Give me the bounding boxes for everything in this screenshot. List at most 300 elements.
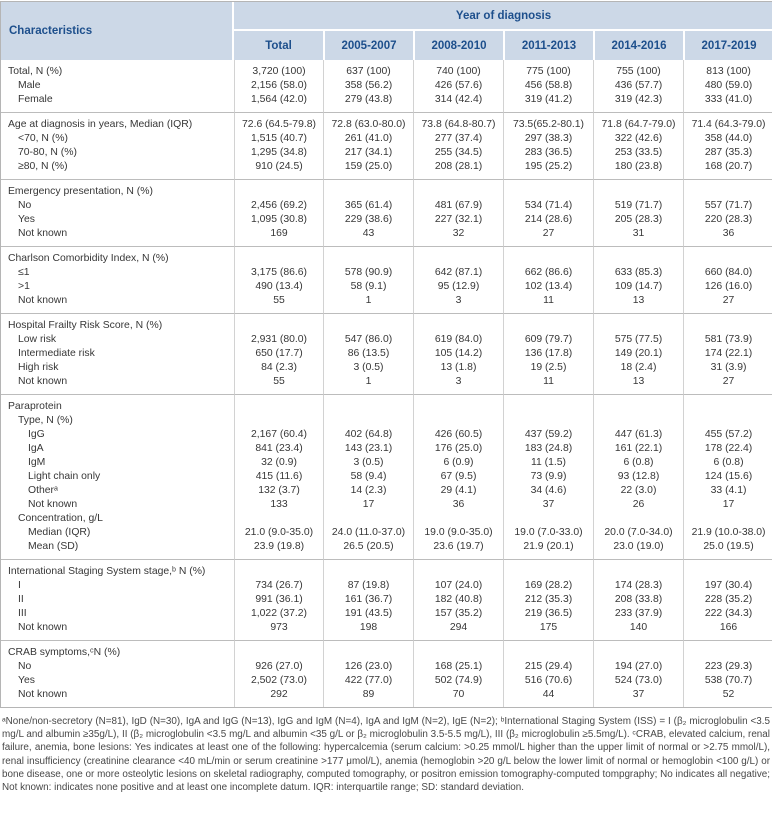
data-cell (323, 414, 413, 428)
data-cell: 89 (323, 688, 413, 707)
data-cell: 29 (4.1) (413, 484, 503, 498)
characteristics-column-header: Characteristics (1, 2, 234, 60)
table-row (1, 93, 772, 112)
data-cell (503, 179, 593, 199)
data-cell: 2,931 (80.0) (234, 333, 323, 347)
data-cell: 182 (40.8) (413, 593, 503, 607)
data-cell (234, 394, 323, 414)
year-column-header: 2005-2007 (323, 31, 413, 60)
data-cell: 534 (71.4) (503, 199, 593, 213)
row-label: Low risk (1, 333, 234, 347)
data-cell: 17 (683, 498, 772, 512)
table-row (1, 442, 772, 456)
data-cell: 547 (86.0) (323, 333, 413, 347)
data-cell (503, 559, 593, 579)
data-cell (683, 414, 772, 428)
data-cell: 1,515 (40.7) (234, 132, 323, 146)
data-cell: 55 (234, 294, 323, 313)
data-cell: 575 (77.5) (593, 333, 683, 347)
data-cell: 67 (9.5) (413, 470, 503, 484)
data-cell: 662 (86.6) (503, 266, 593, 280)
data-cell: 73.8 (64.8-80.7) (413, 112, 503, 132)
data-cell: 219 (36.5) (503, 607, 593, 621)
data-cell: 740 (100) (413, 60, 503, 79)
data-cell: 205 (28.3) (593, 213, 683, 227)
data-cell (323, 559, 413, 579)
data-cell: 124 (15.6) (683, 470, 772, 484)
data-cell: 161 (22.1) (593, 442, 683, 456)
data-cell: 159 (25.0) (323, 160, 413, 179)
data-cell (503, 246, 593, 266)
table-row (1, 688, 772, 707)
data-cell: 169 (234, 227, 323, 246)
data-cell (413, 313, 503, 333)
data-cell: 176 (25.0) (413, 442, 503, 456)
data-cell: 19 (2.5) (503, 361, 593, 375)
data-cell (593, 179, 683, 199)
data-cell: 13 (593, 375, 683, 394)
data-cell (683, 640, 772, 660)
data-cell: 578 (90.9) (323, 266, 413, 280)
data-cell: 36 (683, 227, 772, 246)
data-cell: 1 (323, 375, 413, 394)
data-cell: 19.0 (9.0-35.0) (413, 526, 503, 540)
data-cell: 37 (503, 498, 593, 512)
data-cell: 194 (27.0) (593, 660, 683, 674)
data-cell: 1,564 (42.0) (234, 93, 323, 112)
table-row (1, 146, 772, 160)
data-cell: 169 (28.2) (503, 579, 593, 593)
row-label: III (1, 607, 234, 621)
row-label: International Staging System stage,ᵇ N (%) (1, 559, 234, 579)
row-label: Intermediate risk (1, 347, 234, 361)
table-row (1, 540, 772, 559)
year-column-header: 2017-2019 (683, 31, 772, 60)
row-label: Hospital Frailty Risk Score, N (%) (1, 313, 234, 333)
data-cell (503, 512, 593, 526)
data-cell: 734 (26.7) (234, 579, 323, 593)
year-column-header: 2011-2013 (503, 31, 593, 60)
group-header-row (1, 2, 772, 31)
data-cell (683, 394, 772, 414)
data-cell (593, 313, 683, 333)
data-cell: 214 (28.6) (503, 213, 593, 227)
data-cell: 27 (683, 294, 772, 313)
row-label: Not known (1, 294, 234, 313)
data-cell: 261 (41.0) (323, 132, 413, 146)
table-row (1, 579, 772, 593)
data-cell: 319 (42.3) (593, 93, 683, 112)
row-label: I (1, 579, 234, 593)
data-cell: 208 (33.8) (593, 593, 683, 607)
data-cell: 287 (35.3) (683, 146, 772, 160)
data-cell: 32 (0.9) (234, 456, 323, 470)
row-label: Emergency presentation, N (%) (1, 179, 234, 199)
data-cell: 480 (59.0) (683, 79, 772, 93)
data-cell: 502 (74.9) (413, 674, 503, 688)
data-cell: 3 (0.5) (323, 361, 413, 375)
data-cell: 93 (12.8) (593, 470, 683, 484)
data-cell (413, 246, 503, 266)
data-cell (413, 414, 503, 428)
data-cell: 581 (73.9) (683, 333, 772, 347)
row-label: Age at diagnosis in years, Median (IQR) (1, 112, 234, 132)
row-label: ≤1 (1, 266, 234, 280)
data-cell: 21.0 (9.0-35.0) (234, 526, 323, 540)
table-row (1, 375, 772, 394)
table-row (1, 313, 772, 333)
data-cell: 109 (14.7) (593, 280, 683, 294)
data-cell: 132 (3.7) (234, 484, 323, 498)
data-cell: 168 (20.7) (683, 160, 772, 179)
table-row (1, 660, 772, 674)
table-row (1, 526, 772, 540)
data-cell (413, 179, 503, 199)
data-cell (234, 246, 323, 266)
data-cell (323, 394, 413, 414)
data-cell: 25.0 (19.5) (683, 540, 772, 559)
table-row (1, 294, 772, 313)
data-cell (234, 512, 323, 526)
data-cell: 174 (22.1) (683, 347, 772, 361)
data-cell: 481 (67.9) (413, 199, 503, 213)
data-cell: 319 (41.2) (503, 93, 593, 112)
data-cell: 841 (23.4) (234, 442, 323, 456)
data-cell: 183 (24.8) (503, 442, 593, 456)
year-column-header: Total (234, 31, 323, 60)
data-cell: 314 (42.4) (413, 93, 503, 112)
row-label: IgA (1, 442, 234, 456)
data-cell: 1 (323, 294, 413, 313)
data-cell (234, 313, 323, 333)
row-label: Total, N (%) (1, 60, 234, 79)
row-label: Otherᵃ (1, 484, 234, 498)
data-cell: 13 (1.8) (413, 361, 503, 375)
data-cell: 168 (25.1) (413, 660, 503, 674)
data-cell: 31 (593, 227, 683, 246)
data-cell: 277 (37.4) (413, 132, 503, 146)
table-row (1, 79, 772, 93)
data-cell: 910 (24.5) (234, 160, 323, 179)
data-cell: 36 (413, 498, 503, 512)
data-cell: 133 (234, 498, 323, 512)
data-cell: 402 (64.8) (323, 428, 413, 442)
data-cell: 524 (73.0) (593, 674, 683, 688)
data-cell: 642 (87.1) (413, 266, 503, 280)
data-cell: 2,167 (60.4) (234, 428, 323, 442)
row-label: CRAB symptoms,ᶜN (%) (1, 640, 234, 660)
data-cell: 422 (77.0) (323, 674, 413, 688)
row-label: Not known (1, 227, 234, 246)
data-cell: 447 (61.3) (593, 428, 683, 442)
table-row (1, 456, 772, 470)
data-cell: 637 (100) (323, 60, 413, 79)
data-cell: 136 (17.8) (503, 347, 593, 361)
data-cell: 107 (24.0) (413, 579, 503, 593)
characteristics-table (0, 1, 772, 708)
data-cell (683, 559, 772, 579)
table-row (1, 227, 772, 246)
data-cell: 24.0 (11.0-37.0) (323, 526, 413, 540)
data-cell: 490 (13.4) (234, 280, 323, 294)
table-row (1, 280, 772, 294)
data-cell: 70 (413, 688, 503, 707)
data-cell: 322 (42.6) (593, 132, 683, 146)
data-cell (323, 246, 413, 266)
data-cell: 2,456 (69.2) (234, 199, 323, 213)
table-row (1, 559, 772, 579)
data-cell: 198 (323, 621, 413, 640)
table-row (1, 674, 772, 688)
data-cell: 32 (413, 227, 503, 246)
data-cell: 660 (84.0) (683, 266, 772, 280)
data-cell (593, 640, 683, 660)
table-header (1, 2, 772, 60)
table-row (1, 347, 772, 361)
data-cell: 195 (25.2) (503, 160, 593, 179)
table-row (1, 512, 772, 526)
data-cell (503, 640, 593, 660)
table-row (1, 60, 772, 79)
table-row (1, 621, 772, 640)
data-cell: 358 (44.0) (683, 132, 772, 146)
data-cell: 19.0 (7.0-33.0) (503, 526, 593, 540)
data-cell: 178 (22.4) (683, 442, 772, 456)
data-cell: 1,295 (34.8) (234, 146, 323, 160)
data-cell: 650 (17.7) (234, 347, 323, 361)
data-cell (593, 414, 683, 428)
data-cell: 991 (36.1) (234, 593, 323, 607)
row-label: Light chain only (1, 470, 234, 484)
data-cell: 426 (60.5) (413, 428, 503, 442)
data-cell: 813 (100) (683, 60, 772, 79)
table-row (1, 470, 772, 484)
row-label: Yes (1, 213, 234, 227)
row-label: Yes (1, 674, 234, 688)
data-cell (413, 559, 503, 579)
data-cell: 255 (34.5) (413, 146, 503, 160)
data-cell: 1,095 (30.8) (234, 213, 323, 227)
data-cell: 279 (43.8) (323, 93, 413, 112)
data-cell: 197 (30.4) (683, 579, 772, 593)
row-label: Paraprotein (1, 394, 234, 414)
data-cell: 23.9 (19.8) (234, 540, 323, 559)
row-label: No (1, 660, 234, 674)
data-cell: 33 (4.1) (683, 484, 772, 498)
row-label: Not known (1, 688, 234, 707)
data-cell (593, 512, 683, 526)
data-cell: 253 (33.5) (593, 146, 683, 160)
table-row (1, 428, 772, 442)
data-cell: 95 (12.9) (413, 280, 503, 294)
data-cell (234, 640, 323, 660)
data-cell (683, 512, 772, 526)
row-label: Male (1, 79, 234, 93)
data-cell: 34 (4.6) (503, 484, 593, 498)
table-row (1, 179, 772, 199)
data-cell: 283 (36.5) (503, 146, 593, 160)
data-cell: 223 (29.3) (683, 660, 772, 674)
year-column-header: 2014-2016 (593, 31, 683, 60)
data-cell: 11 (1.5) (503, 456, 593, 470)
table-row (1, 112, 772, 132)
table-row (1, 361, 772, 375)
row-label: Not known (1, 498, 234, 512)
data-cell: 516 (70.6) (503, 674, 593, 688)
table-row (1, 484, 772, 498)
data-cell: 3 (413, 375, 503, 394)
data-cell: 437 (59.2) (503, 428, 593, 442)
data-cell: 161 (36.7) (323, 593, 413, 607)
row-label: ≥80, N (%) (1, 160, 234, 179)
data-cell: 333 (41.0) (683, 93, 772, 112)
data-cell: 72.8 (63.0-80.0) (323, 112, 413, 132)
table-row (1, 132, 772, 146)
data-cell: 212 (35.3) (503, 593, 593, 607)
data-cell: 191 (43.5) (323, 607, 413, 621)
data-cell: 31 (3.9) (683, 361, 772, 375)
data-cell (593, 246, 683, 266)
data-cell: 222 (34.3) (683, 607, 772, 621)
row-label: Concentration, g/L (1, 512, 234, 526)
row-label: Not known (1, 375, 234, 394)
data-cell: 415 (11.6) (234, 470, 323, 484)
data-cell: 455 (57.2) (683, 428, 772, 442)
year-column-header: 2008-2010 (413, 31, 503, 60)
data-cell: 143 (23.1) (323, 442, 413, 456)
data-cell: 215 (29.4) (503, 660, 593, 674)
data-cell: 6 (0.8) (593, 456, 683, 470)
table-row (1, 498, 772, 512)
data-cell (323, 640, 413, 660)
table-footnote: ᵃNone/non-secretory (N=81), IgD (N=30), IgA and IgG (N=13), IgG and IgM (N=4), IgA and IgM (N=2), IgE (N=2); ᵇInternational Staging System (ISS) = I (β₂ microglobulin <3.5 mg/L and albumin ≥35g/L), II (β₂ microglobulin <3.5 mg/L and albumin <35 g/L or β₂ microglobulin 3.5-5.5 mg/L), III (β₂ microglobulin ≥5.5mg/L). ᶜCRAB, elevated calcium, renal failure, anemia, bone lesions: Yes indicates at least one of the following: hypercalcemia (serum calcium: >0.25 mmol/L higher than the upper limit of normal or >2.75 mmol/L), renal insufficiency (creatinine clearance <40 mL/min or serum creatinine >177 μmol/L), anemia (hemoglobin >20 g/L below the lower limit of normal or hemoglobin <100 g/L) or bone disease, one or more osteolytic lesions on skeletal radiography, computed tomography, or positron emission tomography-computed tompgraphy; No indicates all negative; Not known: indicates none positive and at least one incomplete datum. IQR: interquartile range; SD: standard deviation. (2, 716, 770, 794)
data-cell: 58 (9.1) (323, 280, 413, 294)
row-label: Female (1, 93, 234, 112)
data-cell: 84 (2.3) (234, 361, 323, 375)
data-cell: 22 (3.0) (593, 484, 683, 498)
table-row (1, 199, 772, 213)
data-cell: 557 (71.7) (683, 199, 772, 213)
data-cell: 208 (28.1) (413, 160, 503, 179)
row-label: No (1, 199, 234, 213)
data-cell: 86 (13.5) (323, 347, 413, 361)
data-cell: 358 (56.2) (323, 79, 413, 93)
data-cell: 26 (593, 498, 683, 512)
data-cell: 73 (9.9) (503, 470, 593, 484)
data-cell: 519 (71.7) (593, 199, 683, 213)
data-cell: 126 (16.0) (683, 280, 772, 294)
data-cell: 426 (57.6) (413, 79, 503, 93)
data-cell: 436 (57.7) (593, 79, 683, 93)
table-row (1, 593, 772, 607)
table-row (1, 394, 772, 414)
data-cell (234, 559, 323, 579)
table-row (1, 213, 772, 227)
data-cell (234, 414, 323, 428)
data-cell: 18 (2.4) (593, 361, 683, 375)
data-cell (503, 414, 593, 428)
data-cell: 37 (593, 688, 683, 707)
data-cell: 11 (503, 294, 593, 313)
data-cell: 633 (85.3) (593, 266, 683, 280)
data-cell: 609 (79.7) (503, 333, 593, 347)
data-cell: 233 (37.9) (593, 607, 683, 621)
data-cell: 21.9 (20.1) (503, 540, 593, 559)
data-cell (503, 313, 593, 333)
data-cell: 2,502 (73.0) (234, 674, 323, 688)
data-cell: 3,720 (100) (234, 60, 323, 79)
row-label: Mean (SD) (1, 540, 234, 559)
data-cell: 87 (19.8) (323, 579, 413, 593)
data-cell (683, 246, 772, 266)
year-of-diagnosis-group-header: Year of diagnosis (234, 2, 772, 31)
data-cell: 52 (683, 688, 772, 707)
data-cell: 456 (58.8) (503, 79, 593, 93)
data-cell: 23.0 (19.0) (593, 540, 683, 559)
data-cell: 294 (413, 621, 503, 640)
data-cell (593, 559, 683, 579)
data-cell: 297 (38.3) (503, 132, 593, 146)
data-cell: 72.6 (64.5-79.8) (234, 112, 323, 132)
data-cell: 43 (323, 227, 413, 246)
data-cell (413, 640, 503, 660)
data-cell: 58 (9.4) (323, 470, 413, 484)
data-cell: 220 (28.3) (683, 213, 772, 227)
data-cell (323, 512, 413, 526)
data-cell: 140 (593, 621, 683, 640)
data-cell: 105 (14.2) (413, 347, 503, 361)
data-cell: 229 (38.6) (323, 213, 413, 227)
data-cell (323, 313, 413, 333)
table-row (1, 246, 772, 266)
data-cell: 1,022 (37.2) (234, 607, 323, 621)
table-row (1, 640, 772, 660)
data-cell: 27 (683, 375, 772, 394)
data-cell: 3 (0.5) (323, 456, 413, 470)
data-cell: 14 (2.3) (323, 484, 413, 498)
data-cell: 973 (234, 621, 323, 640)
row-label: <70, N (%) (1, 132, 234, 146)
data-cell: 73.5(65.2-80.1) (503, 112, 593, 132)
row-label: IgG (1, 428, 234, 442)
data-cell: 27 (503, 227, 593, 246)
row-label: Charlson Comorbidity Index, N (%) (1, 246, 234, 266)
table-row (1, 607, 772, 621)
data-cell: 149 (20.1) (593, 347, 683, 361)
data-cell (413, 394, 503, 414)
data-cell (323, 179, 413, 199)
data-cell (683, 313, 772, 333)
data-cell: 926 (27.0) (234, 660, 323, 674)
row-label: Not known (1, 621, 234, 640)
table-row (1, 414, 772, 428)
row-label: Median (IQR) (1, 526, 234, 540)
row-label: High risk (1, 361, 234, 375)
data-cell: 13 (593, 294, 683, 313)
data-cell: 228 (35.2) (683, 593, 772, 607)
data-cell: 3 (413, 294, 503, 313)
data-cell (234, 179, 323, 199)
data-cell (593, 394, 683, 414)
data-cell (503, 394, 593, 414)
data-cell: 11 (503, 375, 593, 394)
data-cell: 102 (13.4) (503, 280, 593, 294)
row-label: 70-80, N (%) (1, 146, 234, 160)
data-cell: 775 (100) (503, 60, 593, 79)
data-cell: 538 (70.7) (683, 674, 772, 688)
data-cell: 619 (84.0) (413, 333, 503, 347)
data-cell: 6 (0.9) (413, 456, 503, 470)
